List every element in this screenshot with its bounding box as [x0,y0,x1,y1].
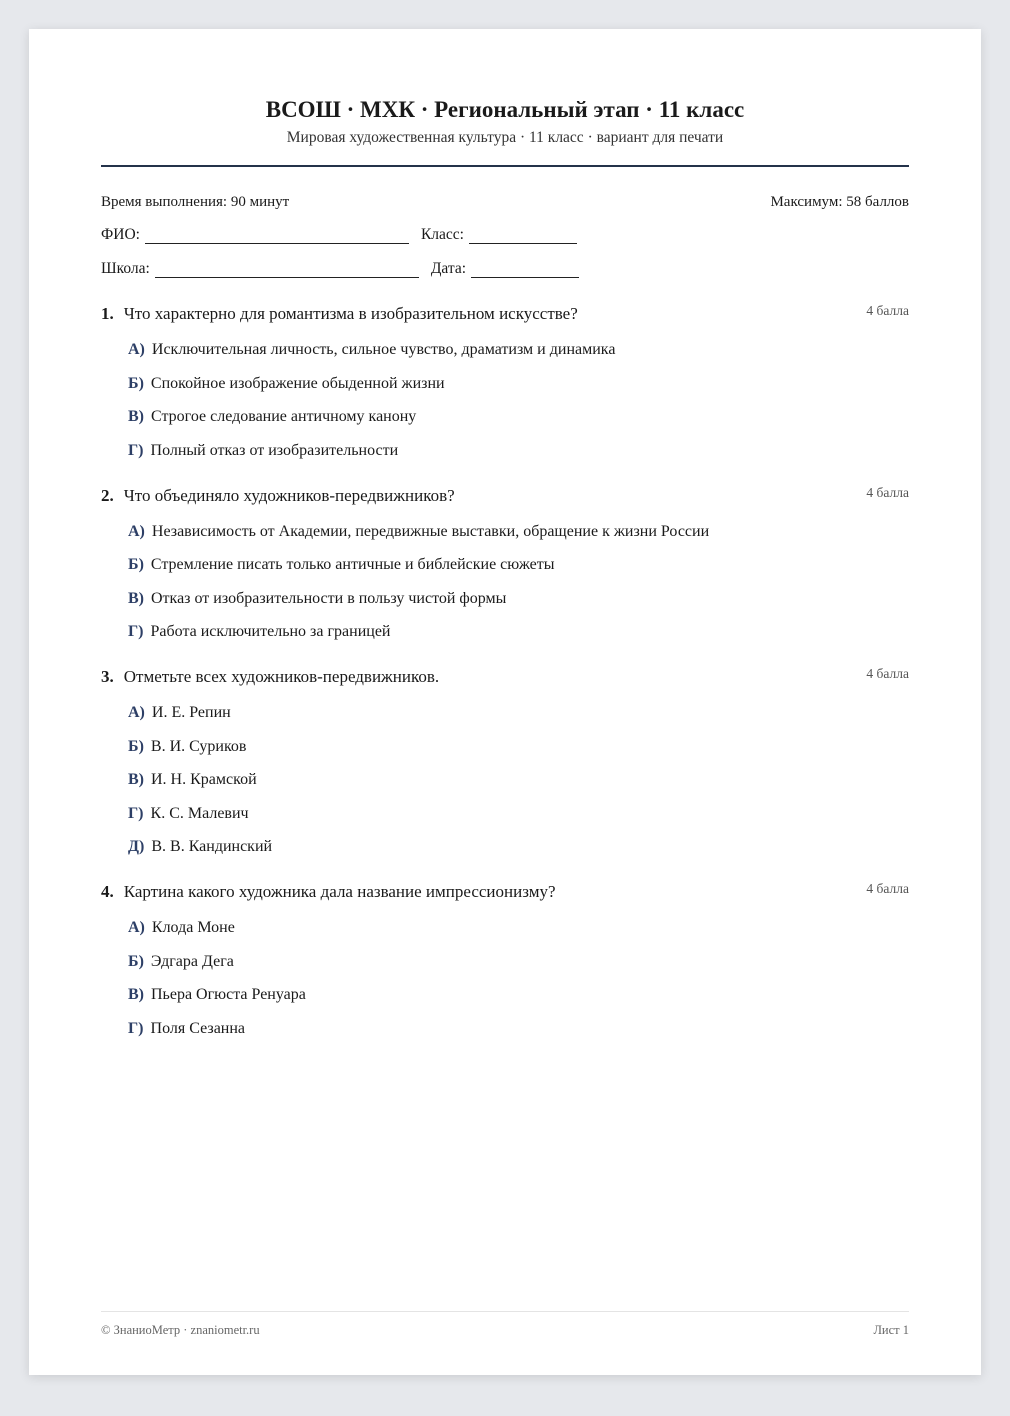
answer-options [101,918,909,1039]
answer-options [101,340,909,461]
option-text: Стремление писать только античные и библейские сюжеты [150,556,555,573]
option-text: Спокойное изображение обыденной жизни [150,374,445,392]
answer-options [101,522,909,643]
question-points: 4 балла [866,666,909,681]
school-blank[interactable] [155,263,419,278]
answer-option[interactable] [128,837,909,857]
option-letter: Б) [128,952,144,970]
question-3 [101,667,909,857]
answer-option[interactable] [128,952,909,972]
question-text: Картина какого художника дала название импрессионизму? [123,882,556,901]
document-subtitle: Мировая художественная культура · 11 класс · вариант для печати [286,129,724,146]
question-statement [101,486,455,506]
answer-option[interactable] [128,985,909,1005]
date-blank[interactable] [471,263,579,278]
option-letter: Г) [128,1019,144,1037]
school-date-row [101,260,909,278]
document-title: ВСОШ · МХК · Региональный этап · 11 класс [265,97,745,122]
sheet-content [101,29,909,1375]
answer-option[interactable] [128,441,909,461]
question-header [101,486,909,506]
answer-option[interactable] [128,737,909,757]
option-letter: А) [128,704,145,721]
answer-option[interactable] [128,555,909,575]
answer-option[interactable] [128,770,909,790]
page-number: Лист 1 [873,1323,909,1337]
question-number: 1. [101,304,114,323]
answer-option[interactable] [128,804,909,824]
option-letter: А) [128,341,145,358]
option-letter: Б) [128,374,144,392]
option-text: В. И. Суриков [150,737,247,755]
question-4 [101,882,909,1039]
question-statement [101,667,439,687]
option-text: И. Е. Репин [151,704,231,721]
class-label: Класс: [420,226,464,243]
option-letter: Д) [128,838,145,855]
option-letter: Г) [128,804,144,822]
question-2 [101,486,909,643]
question-text: Что характерно для романтизма в изобразительном искусстве? [123,304,578,323]
question-points: 4 балла [866,881,909,896]
answer-option[interactable] [128,374,909,394]
question-1 [101,304,909,461]
name-blank[interactable] [145,229,409,244]
option-letter: В) [128,408,144,425]
option-text: Поля Сезанна [150,1019,246,1037]
option-text: Клода Моне [151,919,235,936]
answer-option[interactable] [128,918,909,938]
class-blank[interactable] [469,229,577,244]
option-letter: В) [128,986,144,1003]
option-text: Пьера Огюста Ренуара [151,986,306,1003]
answer-option[interactable] [128,622,909,642]
name-label: ФИО: [101,226,140,243]
question-header [101,882,909,902]
option-letter: Г) [128,623,144,640]
option-text: К. С. Малевич [150,804,249,822]
document-sheet [29,29,981,1375]
question-text: Отметьте всех художников-передвижников. [123,667,440,686]
option-text: Эдгара Дега [150,952,234,970]
option-text: Исключительная личность, сильное чувство, драматизм и динамика [151,341,616,358]
question-number: 3. [101,667,114,686]
question-points: 4 балла [866,303,909,318]
answer-option[interactable] [128,522,909,542]
question-statement [101,304,578,324]
school-label: Школа: [101,260,150,277]
option-letter: А) [128,522,145,540]
footer-copyright: © ЗнаниоМетр · znaniometr.ru [101,1323,260,1337]
option-letter: Б) [128,737,144,755]
question-text: Что объединяло художников-передвижников? [123,485,455,505]
page-footer [101,1311,909,1338]
answer-options [101,703,909,857]
question-header [101,667,909,687]
option-letter: А) [128,919,145,936]
question-statement [101,882,556,902]
answer-option[interactable] [128,340,909,360]
option-text: Работа исключительно за границей [150,623,391,640]
max-score: Максимум: 58 баллов [770,194,909,210]
option-text: В. В. Кандинский [151,838,273,855]
option-letter: В) [128,589,144,607]
option-letter: Г) [128,441,144,459]
option-letter: Б) [128,556,144,573]
question-number: 2. [101,485,114,505]
option-text: Полный отказ от изобразительности [150,441,399,459]
questions-list [101,304,909,1039]
option-letter: В) [128,771,144,788]
header-divider [101,165,909,167]
answer-option[interactable] [128,407,909,427]
option-text: Строгое следование античному канону [151,408,417,425]
question-header [101,304,909,324]
option-text: И. Н. Крамской [151,771,257,788]
answer-option[interactable] [128,1019,909,1039]
meta-row [101,193,909,211]
question-points: 4 балла [866,484,909,500]
answer-option[interactable] [128,589,909,609]
option-text: Независимость от Академии, передвижные выставки, обращение к жизни России [151,522,710,540]
name-class-row [101,226,909,244]
answer-option[interactable] [128,703,909,723]
date-label: Дата: [430,260,467,277]
question-number: 4. [101,882,114,901]
time-limit: Время выполнения: 90 минут [101,194,290,210]
option-text: Отказ от изобразительности в пользу чистой формы [151,589,507,607]
